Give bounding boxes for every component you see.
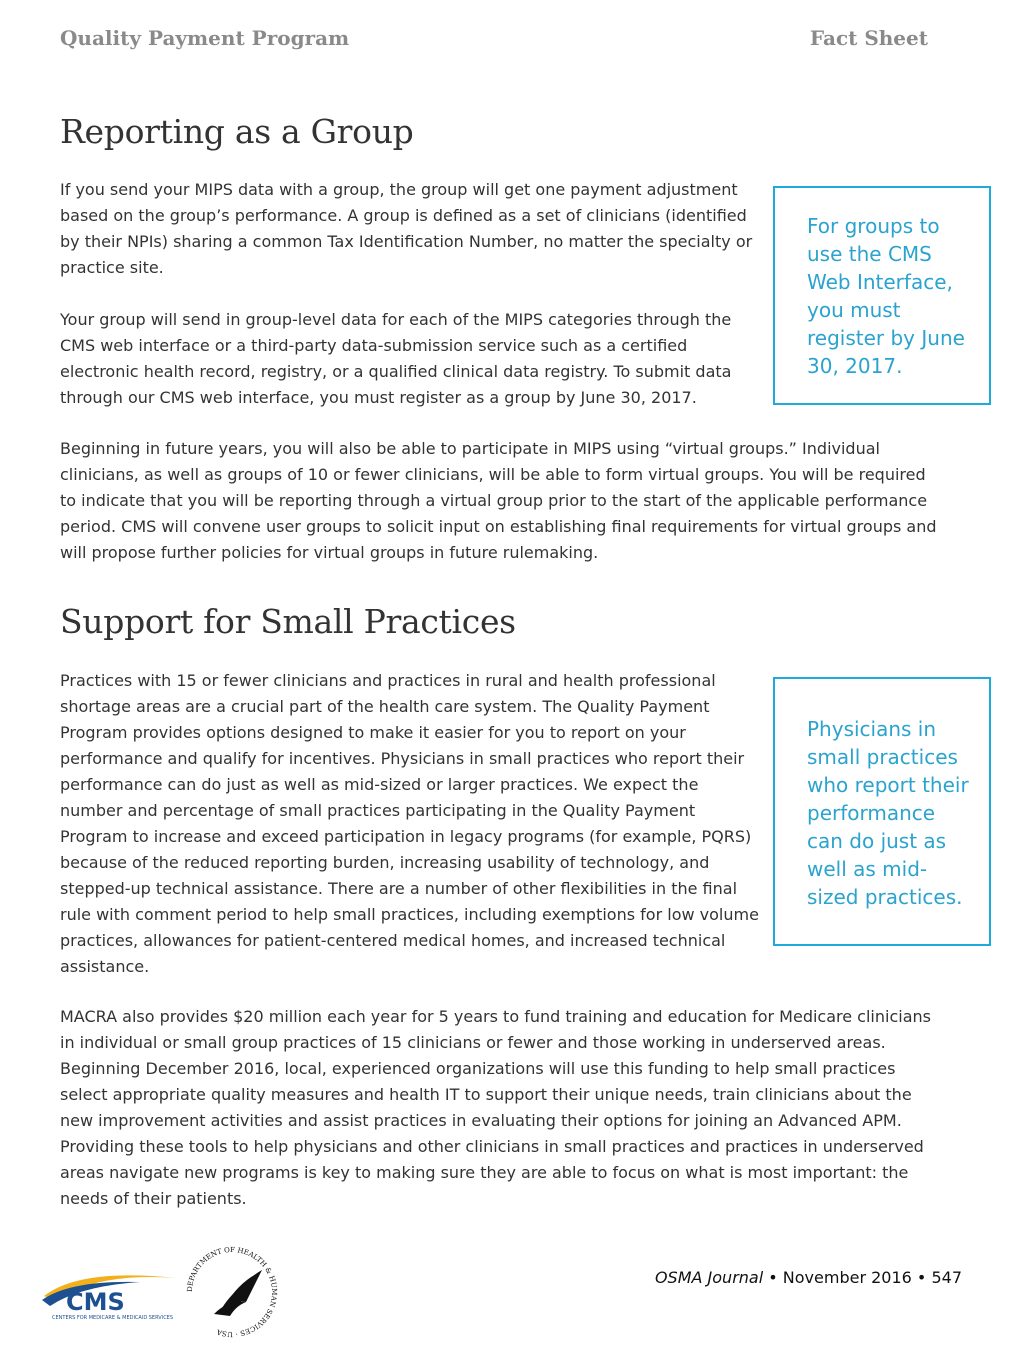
footer-separator-icon: • [916,1268,932,1287]
svg-text:DEPARTMENT OF HEALTH & HUMAN S: DEPARTMENT OF HEALTH & HUMAN SERVICES · USA [185,1245,279,1339]
section-title-small-practices: Support for Small Practices [60,602,516,641]
footer-separator-icon: • [768,1268,783,1287]
header-doc-type: Fact Sheet [809,26,928,50]
footer-journal: OSMA Journal [654,1268,764,1287]
svg-text:CMS: CMS [66,1288,125,1316]
paragraph-small-practices: Practices with 15 or fewer clinicians and practices in rural and health professional shortage areas are a crucial part of the health care system. The Quality Payment Program provides options designed to make it easier for you to report on your performance and qualify for incentives. Physicians in small practices who report their performance can do just as well as mid-sized or larger practices. We expect the number and percentage of small practices participating in the Quality Payment Program to increase and exceed participation in legacy programs (for example, PQRS) because of the reduced reporting burden, increasing usability of technology, and stepped-up technical assistance. There are a number of other flexibilities in the final rule with comment period to help small practices, including exemptions for low volume practices, allowances for patient-centered medical homes, and increased technical assistance. [60,671,759,976]
paragraph-group-data-submission: Your group will send in group-level data for each of the MIPS categories through the CMS web interface or a third-party data-submission service such as a certified electronic health record, registry, or a qualified clinical data registry. To submit data through our CMS web interface, you must register as a group by June 30, 2017. [60,310,732,407]
hhs-seal [184,1244,280,1340]
paragraph-group-definition: If you send your MIPS data with a group, the group will get one payment adjustment based on the group’s performance. A group is defined as a set of clinicians (identified by their NPIs) sharing a common Tax Identification Number, no matter the specialty or practice site. [60,180,753,277]
footer-citation [655,1268,962,1287]
callout-register-text: For groups to use the CMS Web Interface, you must register by June 30, 2017. [807,214,965,378]
paragraph-virtual-groups: Beginning in future years, you will also be able to participate in MIPS using “virtual groups.” Individual clinicians, as well as groups of 10 or fewer clinicians, will be able to form virtual groups. You will be required to indicate that you will be reporting through a virtual group prior to the start of the applicable performance period. CMS will convene user groups to solicit input on establishing final requirements for virtual groups and will propose further policies for virtual groups in future rulemaking. [60,439,937,562]
cms-logo [40,1270,180,1322]
paragraph-macra-funding: MACRA also provides $20 million each year for 5 years to fund training and education for Medicare clinicians in individual or small group practices of 15 clinicians or fewer and those working in underserved areas. Beginning December 2016, local, experienced organizations will use this funding to help small practices select appropriate quality measures and health IT to support their unique needs, train clinicians about the new improvement activities and assist practices in evaluating their options for joining an Advanced APM. Providing these tools to help physicians and other clinicians in small practices and practices in underserved areas navigate new programs is key to making sure they are able to focus on what is most important: the needs of their patients. [60,1007,931,1208]
section-title-reporting-group: Reporting as a Group [60,112,414,151]
header-program-name: Quality Payment Program [60,26,350,50]
callout-small-practices [773,677,991,946]
svg-text:CENTERS FOR MEDICARE & MEDICAI: CENTERS FOR MEDICARE & MEDICAID SERVICES [52,1315,174,1321]
callout-register-deadline [773,186,991,405]
footer-date: November 2016 [782,1268,912,1287]
footer-page-number: 547 [931,1268,962,1287]
callout-small-practices-text: Physicians in small practices who report their performance can do just as well as mid-sized practices. [807,717,969,909]
